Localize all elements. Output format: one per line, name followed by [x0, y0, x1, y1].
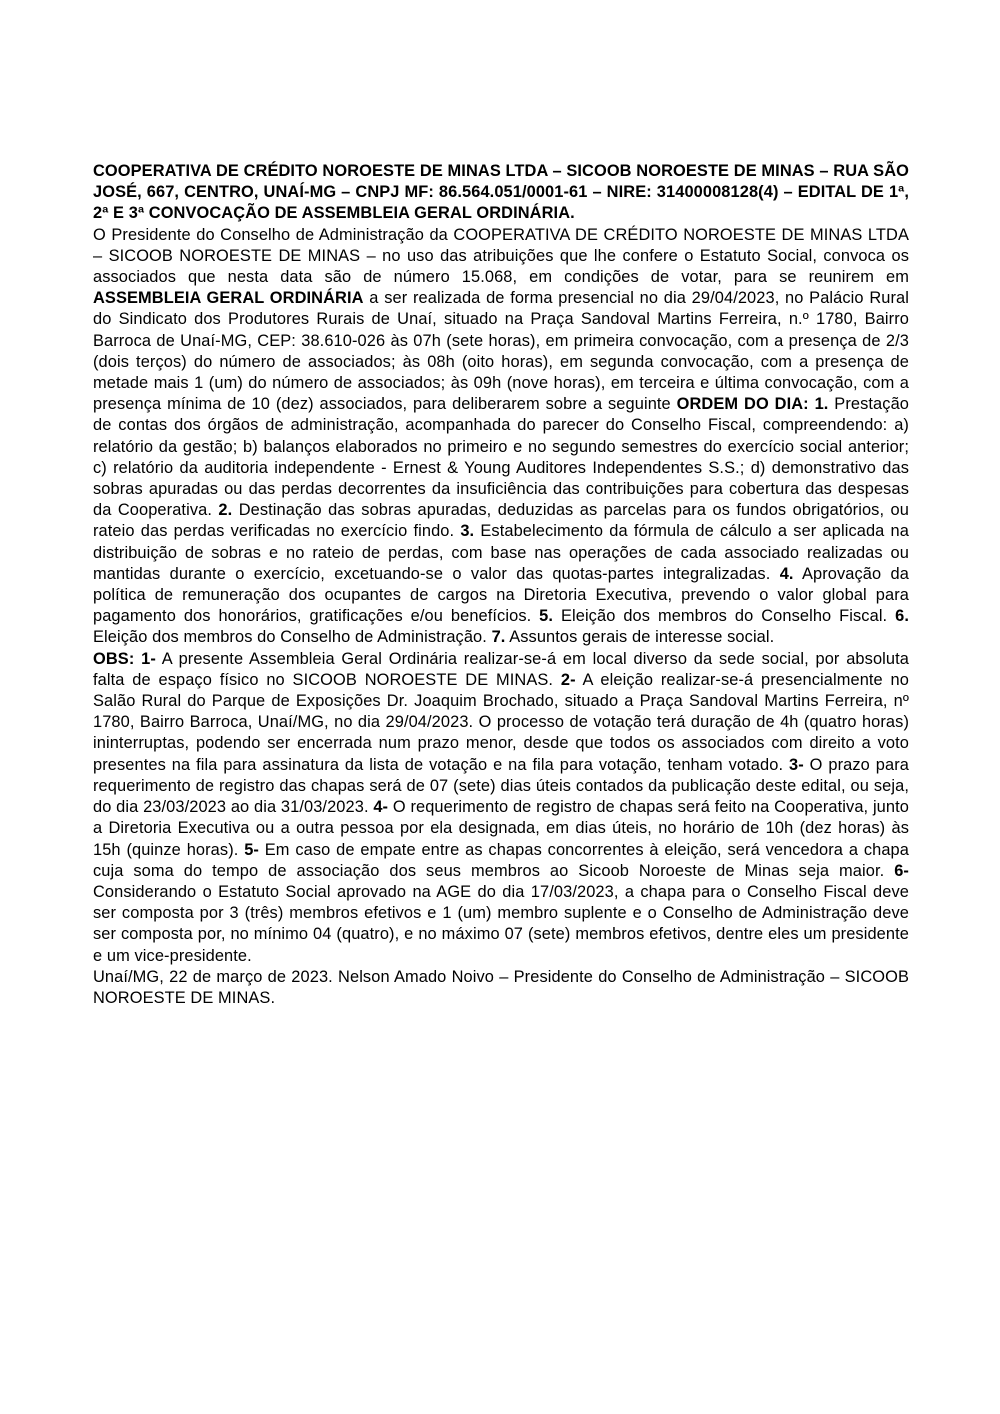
obs-paragraph	[93, 649, 909, 967]
bold-run: 3.	[460, 522, 475, 541]
text-run: O Presidente do Conselho de Administração da COOPERATIVA DE CRÉDITO NOROESTE DE MINAS LTDA – SICOOB NOROESTE DE MINAS – no uso das atribuições que lhe confere o Estatuto Social, convoca os associados que nesta data são de número 15.068, em condições de votar, para se reunirem em	[93, 225, 909, 287]
bold-run: COOPERATIVA DE CRÉDITO NOROESTE DE MINAS LTDA – SICOOB NOROESTE DE MINAS – RUA SÃO JOSÉ, 667, CENTRO, UNAÍ-MG – CNPJ MF: 86.564.051/0001-61 – NIRE: 31400008128(4) – EDITAL DE 1ª, 2ª E 3ª CONVOCAÇÃO DE ASSEMBLEIA GERAL ORDINÁRIA.	[93, 162, 909, 223]
text-run: O requerimento de registro de chapas será feito na Cooperativa, junto a Diretoria Executiva ou a outra pessoa por ela designada, em dias úteis, no horário de 10h (dez horas) às 15h (quinze horas).	[93, 798, 909, 859]
edital-text-block	[93, 161, 909, 1009]
bold-run: 4.	[779, 564, 794, 583]
text-run: Prestação de contas dos órgãos de administração, acompanhada do parecer do Conselho Fiscal, compreendendo: a) relatório da gestão; b) balanços elaborados no primeiro e no segundo semestres do exercício social anterior; c) relatório da auditoria independente - Ernest & Young Auditores Independentes S.S.; d) demonstrativo das sobras apuradas ou das perdas decorrentes da insuficiência das contribuições para cobertura das despesas da Cooperativa.	[93, 395, 910, 520]
bold-run: 2.	[218, 501, 233, 520]
text-run: Aprovação da política de remuneração dos ocupantes de cargos na Diretoria Executiva, prevendo o valor global para pagamento dos honorários, gratificações e/ou benefícios.	[93, 564, 909, 626]
text-run: Em caso de empate entre as chapas concorrentes à eleição, será vencedora a chapa cuja soma do tempo de associação dos seus membros ao Sicoob Noroeste de Minas seja maior.	[93, 840, 909, 880]
bold-run: 6.	[895, 607, 909, 626]
text-run: Assuntos gerais de interesse social.	[505, 628, 775, 647]
bold-run: 5-	[244, 840, 259, 859]
heading-paragraph	[93, 161, 909, 225]
bold-run: ORDEM DO DIA: 1.	[676, 395, 829, 414]
text-run: A eleição realizar-se-á presencialmente no Salão Rural do Parque de Exposições Dr. Joaquim Brochado, situado a Praça Sandoval Martins Ferreira, nº 1780, Bairro Barroca, Unaí/MG, no dia 29/04/2023. O processo de votação terá duração de 4h (quatro horas) ininterruptas, podendo ser encerrada num prazo menor, desde que todos os associados com direito a voto presentes na fila para assinatura da lista de votação e na fila para votação, tenham votado.	[93, 670, 909, 774]
bold-run: 2-	[560, 670, 576, 689]
bold-run: 5.	[539, 607, 554, 626]
text-run: Eleição dos membros do Conselho Fiscal.	[553, 607, 896, 626]
convocation-paragraph	[93, 225, 909, 649]
text-run: Estabelecimento da fórmula de cálculo a ser aplicada na distribuição de sobras e no rateio de perdas, com base nas operações de cada associado realizadas ou mantidas durante o exercício, excetuando-se o valor das quotas-partes integralizadas.	[93, 522, 909, 583]
text-run: a ser realizada de forma presencial no dia 29/04/2023, no Palácio Rural do Sindicato dos Produtores Rurais de Unaí, situado na Praça Sandoval Martins Ferreira, n.º 1780, Bairro Barroca de Unaí-MG, CEP: 38.610-026 às 07h (sete horas), em primeira convocação, com a presença de 2/3 (dois terços) do número de associados; às 08h (oito horas), em segunda convocação, com a presença de metade mais 1 (um) do número de associados; às 09h (nove horas), em terceira e última convocação, com a presença mínima de 10 (dez) associados, para deliberarem sobre a seguinte	[93, 289, 909, 414]
text-run: A presente Assembleia Geral Ordinária realizar-se-á em local diverso da sede social, por absoluta falta de espaço físico no SICOOB NOROESTE DE MINAS.	[93, 649, 909, 689]
text-run: Eleição dos membros do Conselho de Administração.	[93, 628, 492, 647]
bold-run: 7.	[491, 628, 506, 647]
text-run: Unaí/MG, 22 de março de 2023. Nelson Amado Noivo – Presidente do Conselho de Administração – SICOOB NOROESTE DE MINAS.	[93, 967, 909, 1007]
bold-run: 3-	[788, 755, 804, 774]
text-run: O prazo para requerimento de registro das chapas será de 07 (sete) dias úteis contados da publicação deste edital, ou seja, do dia 23/03/2023 ao dia 31/03/2023.	[93, 755, 909, 817]
bold-run: 4-	[373, 798, 389, 817]
bold-run: 6-	[894, 861, 909, 880]
text-run: Considerando o Estatuto Social aprovado na AGE do dia 17/03/2023, a chapa para o Conselho Fiscal deve ser composta por 3 (três) membros efetivos e 1 (um) membro suplente e o Conselho de Administração deve ser composta por, no mínimo 04 (quatro), e no máximo 07 (sete) membros efetivos, dentre eles um presidente e um vice-presidente.	[93, 882, 909, 965]
text-run: Destinação das sobras apuradas, deduzidas as parcelas para os fundos obrigatórios, ou rateio das perdas verificadas no exercício findo.	[93, 501, 909, 541]
bold-run: OBS: 1-	[93, 649, 156, 668]
bold-run: ASSEMBLEIA GERAL ORDINÁRIA	[93, 289, 364, 308]
closing-paragraph	[93, 967, 909, 1009]
